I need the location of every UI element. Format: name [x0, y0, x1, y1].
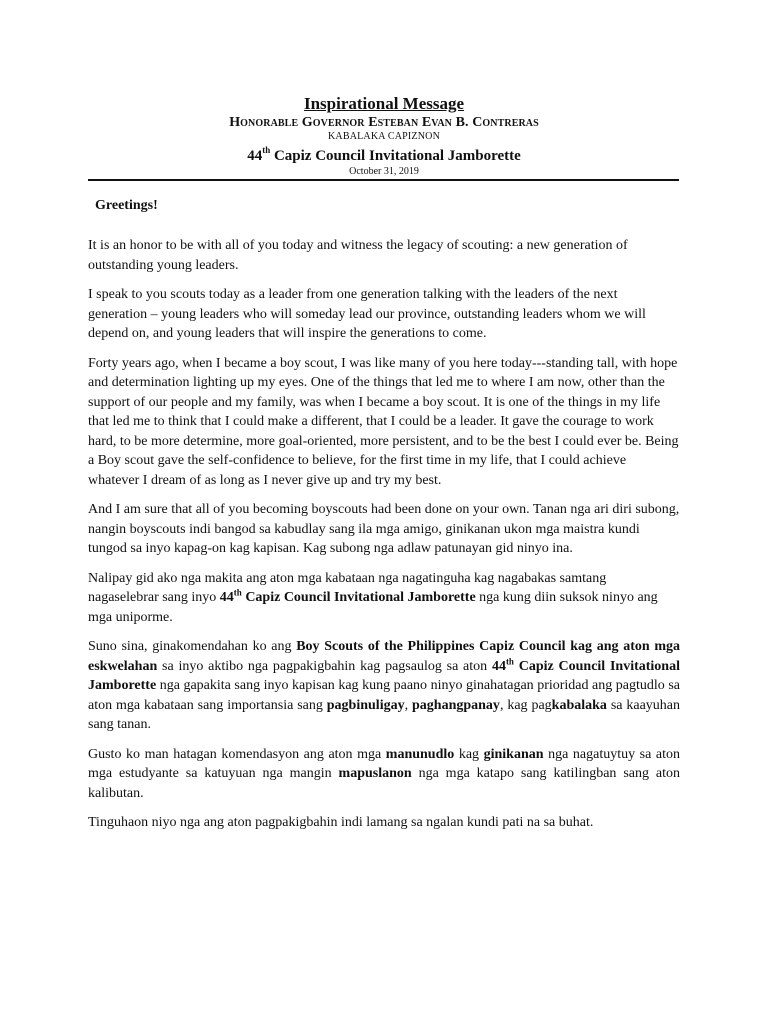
mapuslanon-bold: mapuslanon: [338, 766, 412, 781]
ginikanan-bold: ginikanan: [483, 746, 544, 762]
ordinal-suffix: th: [233, 587, 242, 598]
paragraph-6-text-2: sa inyo aktibo nga pagpakigbahin kag pagsaulog sa aton: [157, 658, 492, 674]
event-name-inline: Capiz Council Invitational Jamborette: [88, 658, 680, 693]
paragraph-6: [88, 637, 680, 735]
paragraph-5-event: [219, 587, 476, 605]
paghangpanay-bold: paghangpanay: [412, 697, 500, 713]
event-name: Capiz Council Invitational Jamborette: [273, 148, 521, 164]
paragraph-2: I speak to you scouts today as a leader from one generation talking with the leaders of the next generation – young leaders who will someday lead our province, outstanding leaders whom we will depend on, and young leaders that will inspire the generations to come.: [88, 287, 646, 341]
ordinal: 44: [219, 590, 234, 605]
header-subtitle: KABALAKA CAPIZNON: [327, 131, 440, 142]
bsp-council-bold: Boy Scouts of the Philippines Capiz Council kag ang aton mga eskwelahan: [88, 639, 681, 674]
paragraph-3: Forty years ago, when I became a boy scout, I was like many of you here today---standing tall, with hope and determination lighting up my eyes. One of the things that led me to where I am now, other than the support of our people and my family, was when I became a boy scout. It is one of the things in my life that led me to think that I could make a different, that I could be a leader. It gave the courage to work hard, to be more determine, more goal-oriented, more persistent, and to be the best I could ever be. Being a Boy scout gave the self-confidence to believe, for the first time in my life, that I could achieve whatever I dream of as long as I never give up and try my best.: [88, 355, 679, 488]
paragraph-6-text-4: , kag pag: [499, 697, 552, 713]
paragraph-4: And I am sure that all of you becoming boyscouts had been done on your own. Tanan nga ari diri subong, nangin boyscouts indi bangod sa kabudlay sang ila mga amigo, ginikanan ukon mga maistra kundi tungod sa inyo kapag-on kag kapisan. Kag subong nga adlaw patunayan gid ninyo ina.: [88, 502, 680, 556]
event-ordinal: 44: [247, 148, 263, 164]
event-date: October 31, 2019: [349, 166, 419, 177]
manunudlo-bold: manunudlo: [385, 746, 455, 762]
paragraph-7-text-2: kag: [454, 746, 484, 762]
ordinal: 44: [491, 658, 506, 674]
ordinal-suffix: th: [505, 655, 514, 666]
letter-header: [88, 94, 680, 178]
paragraph-5-text: Nalipay gid ako nga makita ang aton mga kabataan nga nagatinguha kag nagabakas samtang nagaselebrar sang inyo: [88, 570, 607, 605]
kabalaka-bold: kabalaka: [551, 697, 607, 713]
paragraph-8: Tinguhaon niyo nga ang aton pagpakigbahin indi lamang sa ngalan kundi pati na sa buhat.: [88, 815, 594, 830]
event-ordinal-suffix: th: [262, 145, 271, 155]
governor-name: Honorable Governor Esteban Evan B. Contreras: [229, 115, 539, 130]
paragraph-5: [88, 569, 680, 628]
paragraph-6-text-3: nga gapakita sang inyo kapisan kag kung paano ninyo ginahatagan prioridad ang pagtudlo sa aton mga kabataan sang importansia sang: [88, 678, 680, 713]
message-body: [88, 236, 680, 843]
paragraph-7-text: Gusto ko man hatagan komendasyon ang aton mga: [88, 746, 386, 762]
greeting: Greetings!: [95, 198, 158, 213]
pagbinuligay-bold: pagbinuligay: [326, 697, 405, 713]
paragraph-1: It is an honor to be with all of you today and witness the legacy of scouting: a new generation of outstanding young leaders.: [88, 238, 628, 273]
comma: ,: [404, 697, 412, 713]
paragraph-6-text: Suno sina, ginakomendahan ko ang: [88, 639, 297, 654]
document-title: Inspirational Message: [303, 94, 465, 113]
paragraph-6-text-end: sa kaayuhan sang tanan.: [88, 697, 681, 732]
event-title: [88, 146, 680, 166]
paragraph-5-text-end: nga kung diin suksok ninyo ang mga uniporme.: [88, 590, 658, 625]
paragraph-7-text-3: nga nagatuytuy sa aton mga estudyante sa katuyuan nga mangin: [88, 746, 680, 781]
paragraph-7: [88, 745, 680, 804]
header-divider: [88, 179, 679, 181]
paragraph-7-text-end: nga mga katapo sang katilingban sang aton kalibutan.: [88, 766, 680, 801]
event-name-inline: Capiz Council Invitational Jamborette: [241, 590, 476, 605]
